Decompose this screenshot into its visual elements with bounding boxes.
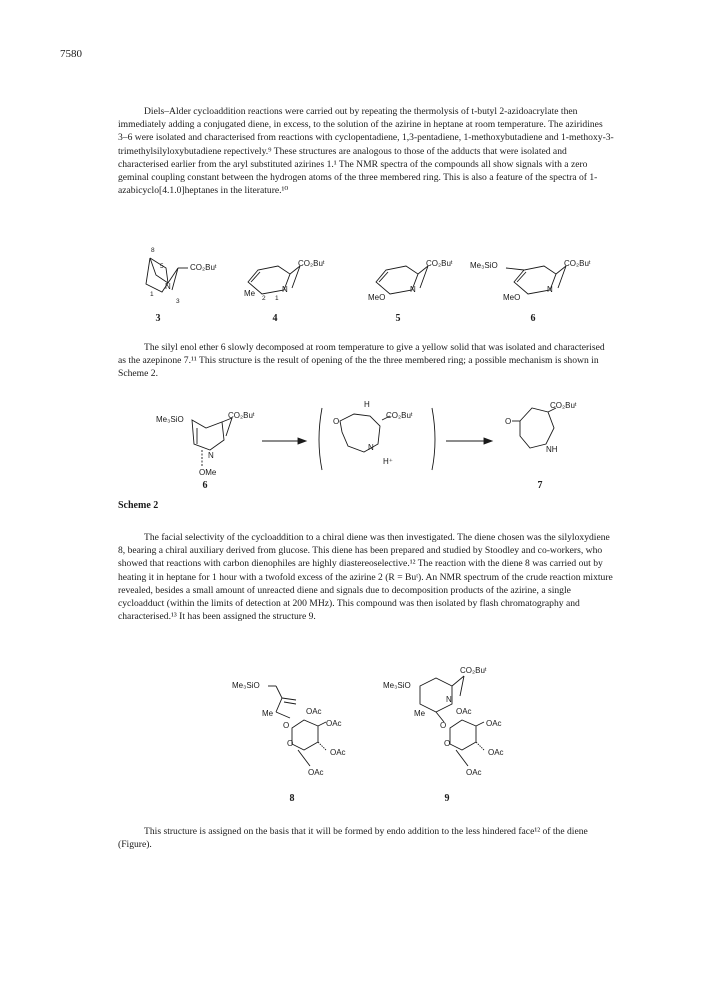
structure-9 [383, 666, 504, 777]
svg-text:3: 3 [176, 298, 180, 305]
svg-text:5: 5 [160, 263, 164, 270]
svg-text:CO₂Buᵗ: CO₂Buᵗ [298, 259, 325, 268]
svg-text:OAc: OAc [486, 719, 502, 728]
svg-text:2: 2 [262, 295, 266, 302]
svg-text:OAc: OAc [330, 748, 346, 757]
svg-text:Me: Me [262, 709, 274, 718]
svg-text:CO₂Buᵗ: CO₂Buᵗ [564, 259, 591, 268]
scheme-caption: Scheme 2 [118, 500, 159, 511]
svg-text:Me: Me [244, 289, 256, 298]
svg-text:CO₂Buᵗ: CO₂Buᵗ [460, 666, 487, 675]
svg-text:MeO: MeO [368, 293, 386, 302]
scheme-label-7: 7 [537, 480, 543, 491]
svg-text:OAc: OAc [466, 768, 482, 777]
compound-label-3: 3 [155, 313, 161, 324]
structure-8 [232, 681, 346, 777]
svg-text:N: N [410, 285, 416, 294]
svg-text:CO₂Buᵗ: CO₂Buᵗ [550, 401, 577, 410]
svg-text:OAc: OAc [456, 707, 472, 716]
svg-text:O: O [283, 721, 290, 730]
page-number: 7580 [60, 48, 82, 60]
svg-text:Me₃SiO: Me₃SiO [156, 415, 184, 424]
svg-text:Me₃SiO: Me₃SiO [470, 261, 498, 270]
svg-text:1: 1 [275, 295, 279, 302]
compound-label-4: 4 [272, 313, 278, 324]
svg-text:CO₂Buᵗ: CO₂Buᵗ [190, 263, 217, 272]
compound-label-5: 5 [395, 313, 401, 324]
svg-text:OAc: OAc [306, 707, 322, 716]
svg-text:N: N [547, 285, 553, 294]
svg-text:O: O [333, 417, 340, 426]
compound-label-9: 9 [444, 793, 450, 804]
svg-text:O: O [505, 417, 512, 426]
paragraph-silyl-enol: The silyl enol ether 6 slowly decomposed at room temperature to give a yellow solid that was isolated and characterised as the azepinone 7.¹¹ This structure is the result of opening of the the three membered ring; a possible mechanism is shown in Scheme 2. [118, 342, 605, 380]
paragraph-diels-alder: Diels–Alder cycloaddition reactions were carried out by repeating the thermolysis of t-butyl 2-azidoacrylate then immediately adding a conjugated diene, in excess, to the solution of the azirine in heptane at room temperature. The aziridines 3–6 were isolated and characterised from reactions with cyclopentadiene, 1,3-pentadiene, 1-methoxybutadiene and 1-methoxy-3-trimethylsilyloxybutadiene repectively.⁹ These structures are analogous to those of the adducts that were isolated and characterised earlier from the aryl substituted azirines 1.¹ The NMR spectra of the compounds all show signals with a zero geminal coupling constant between the hydrogen atoms of the three membered ring. This is also a feature of the spectra of 1-azabicyclo[4.1.0]heptanes in the literature.¹⁰ [118, 106, 614, 197]
svg-text:H⁺: H⁺ [383, 457, 393, 466]
svg-text:Me: Me [414, 709, 426, 718]
svg-text:O: O [440, 721, 447, 730]
svg-text:CO₂Buᵗ: CO₂Buᵗ [426, 259, 453, 268]
svg-text:CO₂Buᵗ: CO₂Buᵗ [228, 411, 255, 420]
svg-text:H: H [364, 400, 370, 409]
svg-text:1: 1 [150, 291, 154, 298]
scheme-label-6: 6 [202, 480, 208, 491]
svg-text:Me₃SiO: Me₃SiO [232, 681, 260, 690]
compound-label-6: 6 [530, 313, 536, 324]
svg-text:OAc: OAc [326, 719, 342, 728]
paragraph-structure-assigned: This structure is assigned on the basis that it will be formed by endo addition to the less hindered face¹² of the diene (Figure). [118, 826, 588, 851]
svg-text:N: N [282, 285, 288, 294]
svg-text:N: N [165, 282, 171, 291]
compound-label-8: 8 [289, 793, 295, 804]
svg-text:O: O [444, 739, 451, 748]
svg-text:CO₂Buᵗ: CO₂Buᵗ [386, 411, 413, 420]
svg-text:OAc: OAc [308, 768, 324, 777]
svg-text:8: 8 [151, 247, 155, 254]
svg-text:NH: NH [546, 445, 558, 454]
svg-text:N: N [208, 451, 214, 460]
svg-text:OAc: OAc [488, 748, 504, 757]
svg-text:MeO: MeO [503, 293, 521, 302]
svg-text:OMe: OMe [199, 468, 217, 477]
svg-text:O: O [287, 739, 294, 748]
svg-text:N: N [446, 695, 452, 704]
svg-text:N: N [368, 443, 374, 452]
svg-text:Me₃SiO: Me₃SiO [383, 681, 411, 690]
paragraph-facial-selectivity: The facial selectivity of the cycloaddition to a chiral diene was then investigated. The diene chosen was the silyloxydiene 8, bearing a chiral auxiliary derived from glucose. This diene has been prepared and studied by Stoodley and co-workers, who showed that reactions with carbon dienophiles are highly diastereoselective.¹² The reaction with the diene 8 was carried out by heating it in heptane for 1 hour with a twofold excess of the azirine 2 (R = Buᵗ). An NMR spectrum of the crude reaction mixture revealed, besides a small amount of unreacted diene and signals due to decomposition products of the azirine, a single cycloadduct (within the limits of detection at 200 MHz). This compound was then isolated by flash chromatography and characterised.¹³ It has been assigned the structure 9. [118, 532, 613, 623]
